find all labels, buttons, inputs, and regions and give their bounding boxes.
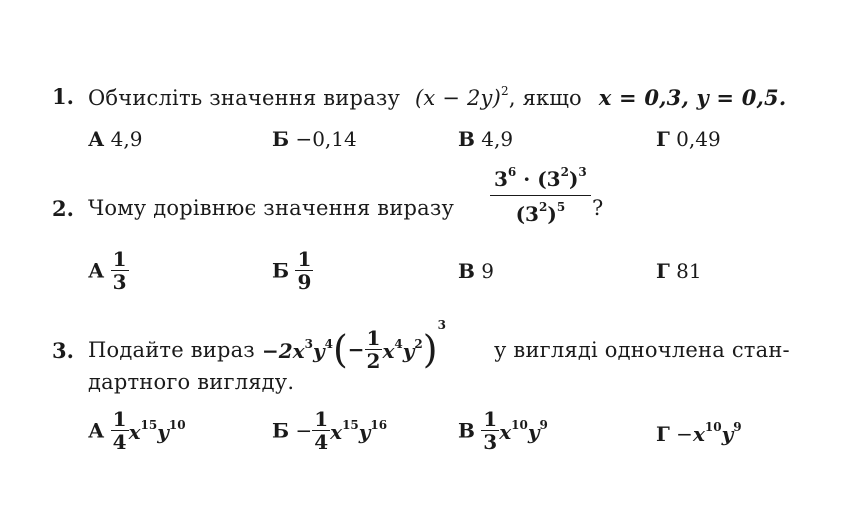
option-fraction: $\frac{1}{4}$ [112, 407, 127, 454]
question-1-number: 1. [52, 84, 74, 109]
option-label: А [88, 418, 105, 443]
option-label: Г [656, 127, 670, 151]
option-value: 4,9 [481, 127, 514, 151]
option-label: Б [272, 418, 290, 443]
fraction-numerator: $3^6 \cdot (3^2)^3$ [494, 165, 587, 191]
option-fraction: $\frac{1}{4}$ [314, 407, 329, 454]
question-1-option-a[interactable] [88, 127, 142, 151]
expression-exponent: 2 [500, 84, 509, 98]
question-2-fraction [490, 165, 591, 226]
question-1-text [88, 84, 786, 110]
question-3-text-line2: дартного вигляду. [88, 370, 295, 394]
option-label: В [458, 127, 475, 151]
option-value: 4,9 [110, 127, 143, 151]
option-fraction: $\frac{1}{3}$ [483, 407, 498, 454]
option-label: В [458, 259, 475, 283]
expression-base: (x − 2y) [414, 86, 501, 110]
option-value: 81 [676, 259, 702, 283]
question-2-option-b[interactable] [272, 248, 313, 293]
question-1-option-c[interactable] [458, 127, 513, 151]
question-2-option-c[interactable] [458, 259, 494, 283]
question-2-option-d[interactable] [656, 259, 702, 283]
question-3-option-d[interactable]: $Г -x^{10}y^9$ [656, 420, 742, 446]
question-1-option-b[interactable] [272, 127, 357, 151]
question-3-expression: $-2x^3y^4(-$ $\frac{1}{2}$ $x^4y^2)^3$ [262, 318, 446, 373]
question-1-expression [415, 86, 509, 110]
fraction-denominator: $(3^2)^5$ [490, 195, 591, 226]
question-1-connector: , якщо [508, 86, 582, 110]
option-value: −0,14 [295, 127, 357, 151]
option-label: Б [272, 127, 290, 151]
question-1-condition: x = 0,3, y = 0,5. [598, 85, 787, 110]
question-3-number: 3. [52, 338, 74, 363]
option-label: В [458, 418, 475, 443]
question-3-option-b[interactable]: Б − $\frac{1}{4}$ $x^{15}y^{16}$ [272, 407, 388, 454]
option-fraction: $\frac{1}{3}$ [112, 247, 127, 294]
question-2-prompt: Чому дорівнює значення виразу [88, 196, 455, 220]
option-fraction: $\frac{1}{9}$ [297, 247, 312, 294]
question-3-option-c[interactable]: В $\frac{1}{3}$ $x^{10}y^9$ [458, 407, 548, 454]
question-3-option-a[interactable]: А $\frac{1}{4}$ $x^{15}y^{10}$ [88, 407, 186, 454]
option-label: Б [272, 258, 290, 283]
option-label: Г [656, 422, 670, 446]
option-label: А [88, 258, 105, 283]
option-value: 0,49 [676, 127, 721, 151]
question-2-question-mark: ? [592, 196, 604, 220]
option-label: А [88, 127, 105, 151]
option-label: Г [656, 259, 670, 283]
question-3-prompt: Подайте вираз [88, 338, 255, 362]
question-2-option-a[interactable] [88, 248, 129, 293]
question-1-prompt: Обчисліть значення виразу [88, 86, 401, 110]
question-1-option-d[interactable] [656, 127, 721, 151]
question-3-text-after: у вигляді одночлена стан- [494, 338, 790, 362]
option-value: 9 [481, 259, 494, 283]
question-2-number: 2. [52, 196, 74, 221]
